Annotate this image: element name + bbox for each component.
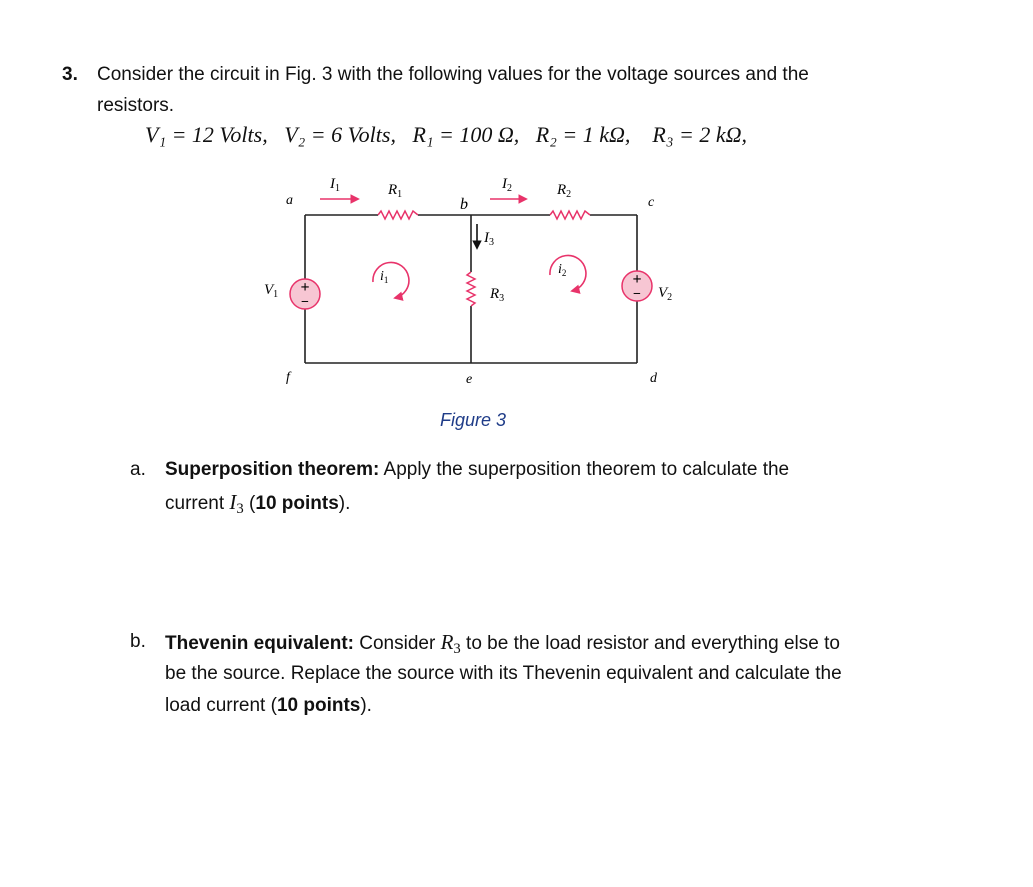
v1-minus-sign: − bbox=[301, 295, 309, 310]
mesh-i1-label: $i_1$ bbox=[380, 269, 389, 285]
node-d-label: d bbox=[650, 371, 657, 386]
node-c-label: c bbox=[648, 195, 655, 210]
v2-minus-sign: − bbox=[633, 287, 641, 302]
r1-label: $R_1$ bbox=[388, 182, 403, 200]
part-a-text-2-mid: ( bbox=[243, 493, 256, 514]
value-r2: R₂ = 1 kΩ, bbox=[535, 122, 631, 147]
part-a-letter: a. bbox=[130, 459, 146, 480]
voltage-source-v2 bbox=[622, 271, 652, 302]
v2-plus-sign: + bbox=[632, 271, 642, 288]
figure-caption: Figure 3 bbox=[440, 410, 507, 430]
v1-plus-sign: + bbox=[300, 279, 310, 296]
part-b-points: 10 points bbox=[276, 695, 361, 716]
part-b-text-3-end: ). bbox=[360, 695, 372, 716]
node-b-label: b bbox=[460, 196, 468, 213]
i1-label: $I_1$ bbox=[330, 176, 340, 194]
part-b-text-1-post: to be the load resistor and everything else to bbox=[460, 633, 840, 654]
part-b-line-3 bbox=[165, 690, 372, 722]
part-a-text-1: Apply the superposition theorem to calculate the bbox=[379, 459, 790, 480]
value-r1: R₁ = 100 Ω, bbox=[412, 122, 520, 147]
voltage-source-v1 bbox=[290, 279, 320, 310]
mesh-i1-arrow bbox=[373, 262, 409, 298]
part-b-text-1-pre: Consider bbox=[353, 633, 441, 654]
value-v1: V₁ = 12 Volts, bbox=[145, 122, 268, 147]
part-b-symbol: $R_3$ bbox=[440, 630, 461, 657]
resistor-r3 bbox=[467, 272, 475, 306]
question-line-1: Consider the circuit in Fig. 3 with the following values for the voltage sources and the bbox=[97, 64, 809, 85]
part-a-text-2-pre: current bbox=[165, 493, 230, 514]
part-a-symbol: $I_3$ bbox=[229, 490, 244, 517]
value-v2: V₂ = 6 Volts, bbox=[284, 122, 396, 147]
part-a-title: Superposition theorem: bbox=[165, 459, 380, 480]
part-b-letter: b. bbox=[130, 631, 146, 652]
i2-label: $I_2$ bbox=[502, 176, 512, 194]
mesh-i2-arrow bbox=[550, 255, 586, 291]
v2-label: $V_2$ bbox=[658, 285, 673, 303]
part-a-line-1 bbox=[165, 454, 789, 486]
v1-label: $V_1$ bbox=[264, 282, 279, 300]
part-a-text-2-end: ). bbox=[338, 493, 351, 514]
part-a-points: 10 points bbox=[255, 493, 339, 514]
node-f-label: f bbox=[286, 370, 290, 385]
i3-label: $I_3$ bbox=[484, 230, 494, 248]
circuit-diagram bbox=[0, 0, 1033, 420]
r2-label: $R_2$ bbox=[557, 182, 572, 200]
resistor-r1 bbox=[378, 211, 418, 219]
question-number: 3. bbox=[62, 64, 78, 85]
part-a-line-2 bbox=[165, 486, 350, 525]
node-a-label: a bbox=[286, 193, 293, 208]
question-line-2: resistors. bbox=[97, 95, 175, 116]
mesh-i2-label: $i_2$ bbox=[558, 262, 567, 278]
r3-label: $R_3$ bbox=[490, 286, 505, 304]
part-b-title: Thevenin equivalent: bbox=[165, 633, 354, 654]
node-e-label: e bbox=[466, 372, 473, 387]
value-r3: R₃ = 2 kΩ, bbox=[652, 122, 747, 147]
resistor-r2 bbox=[550, 211, 590, 219]
part-b-text-3-pre: load current ( bbox=[165, 695, 277, 716]
part-b-line-2: be the source. Replace the source with its Thevenin equivalent and calculate the bbox=[165, 663, 842, 684]
